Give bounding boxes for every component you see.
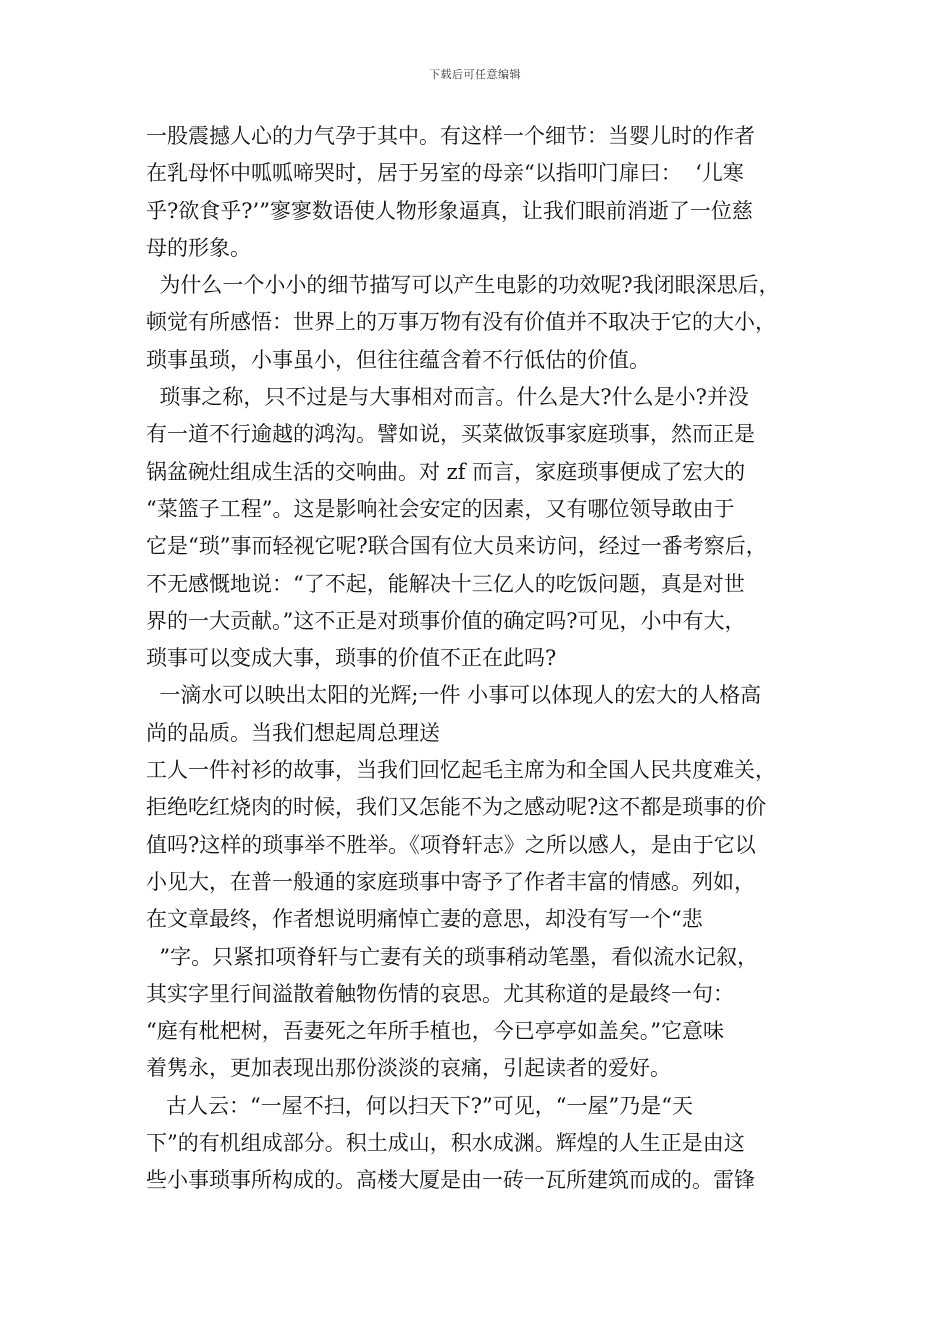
text-line: 一滴水可以映出太阳的光辉;一件 小事可以体现人的宏大的人格高	[146, 683, 762, 708]
text-line: 古人云：“一屋不扫，何以扫天下?”可见，“一屋”乃是“天	[146, 1093, 693, 1118]
text-line: 母的形象。	[146, 235, 251, 260]
text-line: 不无感慨地说：“了不起，能解决十三亿人的吃饭问题，真是对世	[146, 571, 745, 596]
text-line: ”字。只紧扣项脊轩与亡妻有关的琐事稍动笔墨，看似流水记叙，	[146, 944, 759, 969]
text-line: 尚的品质。当我们想起周总理送	[146, 720, 440, 745]
text-line: 琐事虽琐，小事虽小，但往往蕴含着不行低估的价值。	[146, 347, 650, 372]
text-line: 下”的有机组成部分。积土成山，积水成渊。辉煌的人生正是由这	[146, 1131, 745, 1156]
text-line: 为什么一个小小的细节描写可以产生电影的功效呢?我闭眼深思后，	[146, 273, 780, 298]
text-line: 琐事可以变成大事，琐事的价值不正在此吗?	[146, 646, 557, 671]
document-body	[146, 118, 826, 1200]
text-line: 顿觉有所感悟：世界上的万事万物有没有价值并不取决于它的大小，	[146, 310, 776, 335]
text-line: 值吗?这样的琐事举不胜举。《项脊轩志》之所以感人，是由于它以	[146, 832, 756, 857]
text-line: 着隽永，更加表现出那份淡淡的哀痛，引起读者的爱好。	[146, 1056, 671, 1081]
text-line: 琐事之称，只不过是与大事相对而言。什么是大?什么是小?并没	[146, 385, 749, 410]
text-line: 小见大，在普一般通的家庭琐事中寄予了作者丰富的情感。列如，	[146, 869, 755, 894]
text-line: 它是“琐”事而轻视它呢?联合国有位大员来访问，经过一番考察后，	[146, 534, 767, 559]
text-line: “菜篮子工程”。这是影响社会安定的因素，又有哪位领导敢由于	[146, 496, 735, 521]
text-line: 些小事琐事所构成的。高楼大厦是由一砖一瓦所建筑而成的。雷锋	[146, 1168, 755, 1193]
text-line: “庭有枇杷树，吾妻死之年所手植也，今已亭亭如盖矣。”它意味	[146, 1019, 724, 1044]
text-line: 在乳母怀中呱呱啼哭时，居于另室的母亲“以指叩门扉曰： ‘儿寒	[146, 161, 744, 186]
page-header-note: 下载后可任意编辑	[429, 68, 521, 81]
text-line: 锅盆碗灶组成生活的交响曲。对 zf 而言，家庭琐事便成了宏大的	[146, 459, 746, 484]
text-line: 一股震撼人心的力气孕于其中。有这样一个细节：当婴儿时的作者	[146, 124, 755, 148]
text-line: 在文章最终，作者想说明痛悼亡妻的意思，却没有写一个“悲	[146, 907, 703, 932]
text-line: 乎?欲食乎?’”寥寥数语使人物形象逼真，让我们眼前消逝了一位慈	[146, 198, 753, 223]
text-line: 工人一件衬衫的故事，当我们回忆起毛主席为和全国人民共度难关，	[146, 758, 776, 783]
text-line: 其实字里行间溢散着触物伤情的哀思。尤其称道的是最终一句：	[146, 981, 734, 1006]
text-line: 有一道不行逾越的鸿沟。譬如说，买菜做饭事家庭琐事，然而正是	[146, 422, 755, 447]
text-line: 界的一大贡献。”这不正是对琐事价值的确定吗?可见，小中有大，	[146, 608, 746, 633]
text-line: 拒绝吃红烧肉的时候，我们又怎能不为之感动呢?这不都是琐事的价	[146, 795, 767, 820]
